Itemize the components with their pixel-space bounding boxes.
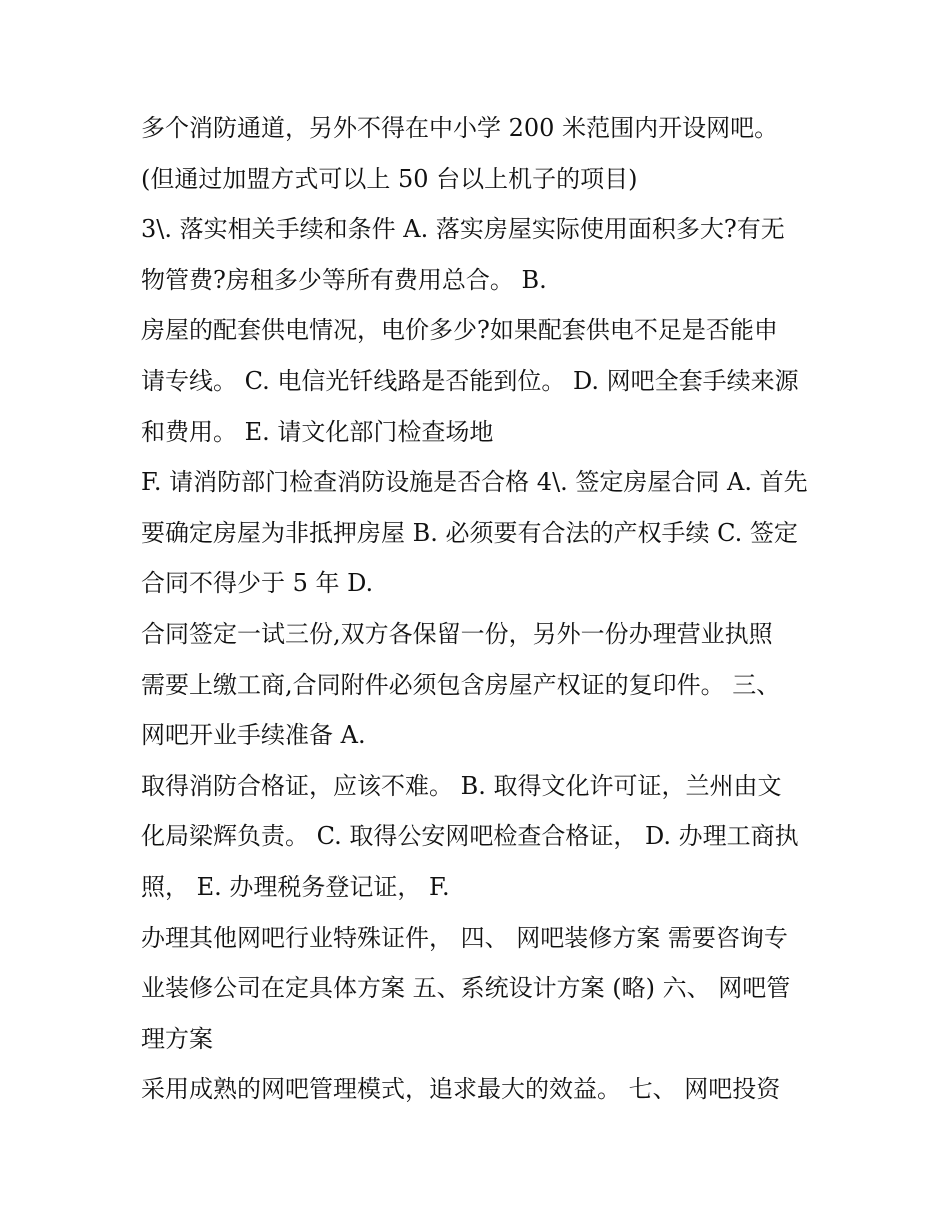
text-line: 多个消防通道，另外不得在中小学 200 米范围内开设网吧。: [141, 114, 779, 142]
text-line: 理方案: [141, 1024, 213, 1053]
text-line: 采用成熟的网吧管理模式，追求最大的效益。 七、 网吧投资: [141, 1075, 781, 1104]
text-line: 办理其他网吧行业特殊证件， 四、 网吧装修方案 需要咨询专: [141, 923, 788, 952]
text-line: 3\. 落实相关手续和条件 A. 落实房屋实际使用面积多大?有无: [141, 215, 785, 244]
text-line: 要确定房屋为非抵押房屋 B. 必须要有合法的产权手续 C. 签定: [141, 518, 798, 547]
text-line: F. 请消防部门检查消防设施是否合格 4\. 签定房屋合同 A. 首先: [141, 468, 808, 497]
text-line: (但通过加盟方式可以上 50 台以上机子的项目): [141, 164, 638, 193]
text-line: 网吧开业手续准备 A.: [141, 721, 366, 750]
text-line: 化局梁辉负责。 C. 取得公安网吧检查合格证， D. 办理工商执: [141, 822, 799, 851]
text-line: 照， E. 办理税务登记证， F.: [141, 872, 450, 901]
text-line: 需要上缴工商,合同附件必须包含房屋产权证的复印件。 三、: [141, 670, 781, 699]
text-line: 业装修公司在定具体方案 五、系统设计方案 (略) 六、 网吧管: [141, 974, 791, 1003]
text-line: 取得消防合格证，应该不难。 B. 取得文化许可证，兰州由文: [141, 771, 782, 800]
text-line: 合同签定一试三份,双方各保留一份，另外一份办理营业执照: [141, 619, 773, 648]
text-line: 请专线。 C. 电信光钎线路是否能到位。 D. 网吧全套手续来源: [141, 366, 799, 395]
document-body: [141, 103, 821, 1115]
text-line: 和费用。 E. 请文化部门检查场地: [141, 417, 494, 446]
text-line: 房屋的配套供电情况，电价多少?如果配套供电不足是否能申: [141, 316, 778, 345]
text-line: 合同不得少于 5 年 D.: [141, 569, 374, 598]
text-line: 物管费?房租多少等所有费用总合。 B.: [141, 265, 547, 294]
